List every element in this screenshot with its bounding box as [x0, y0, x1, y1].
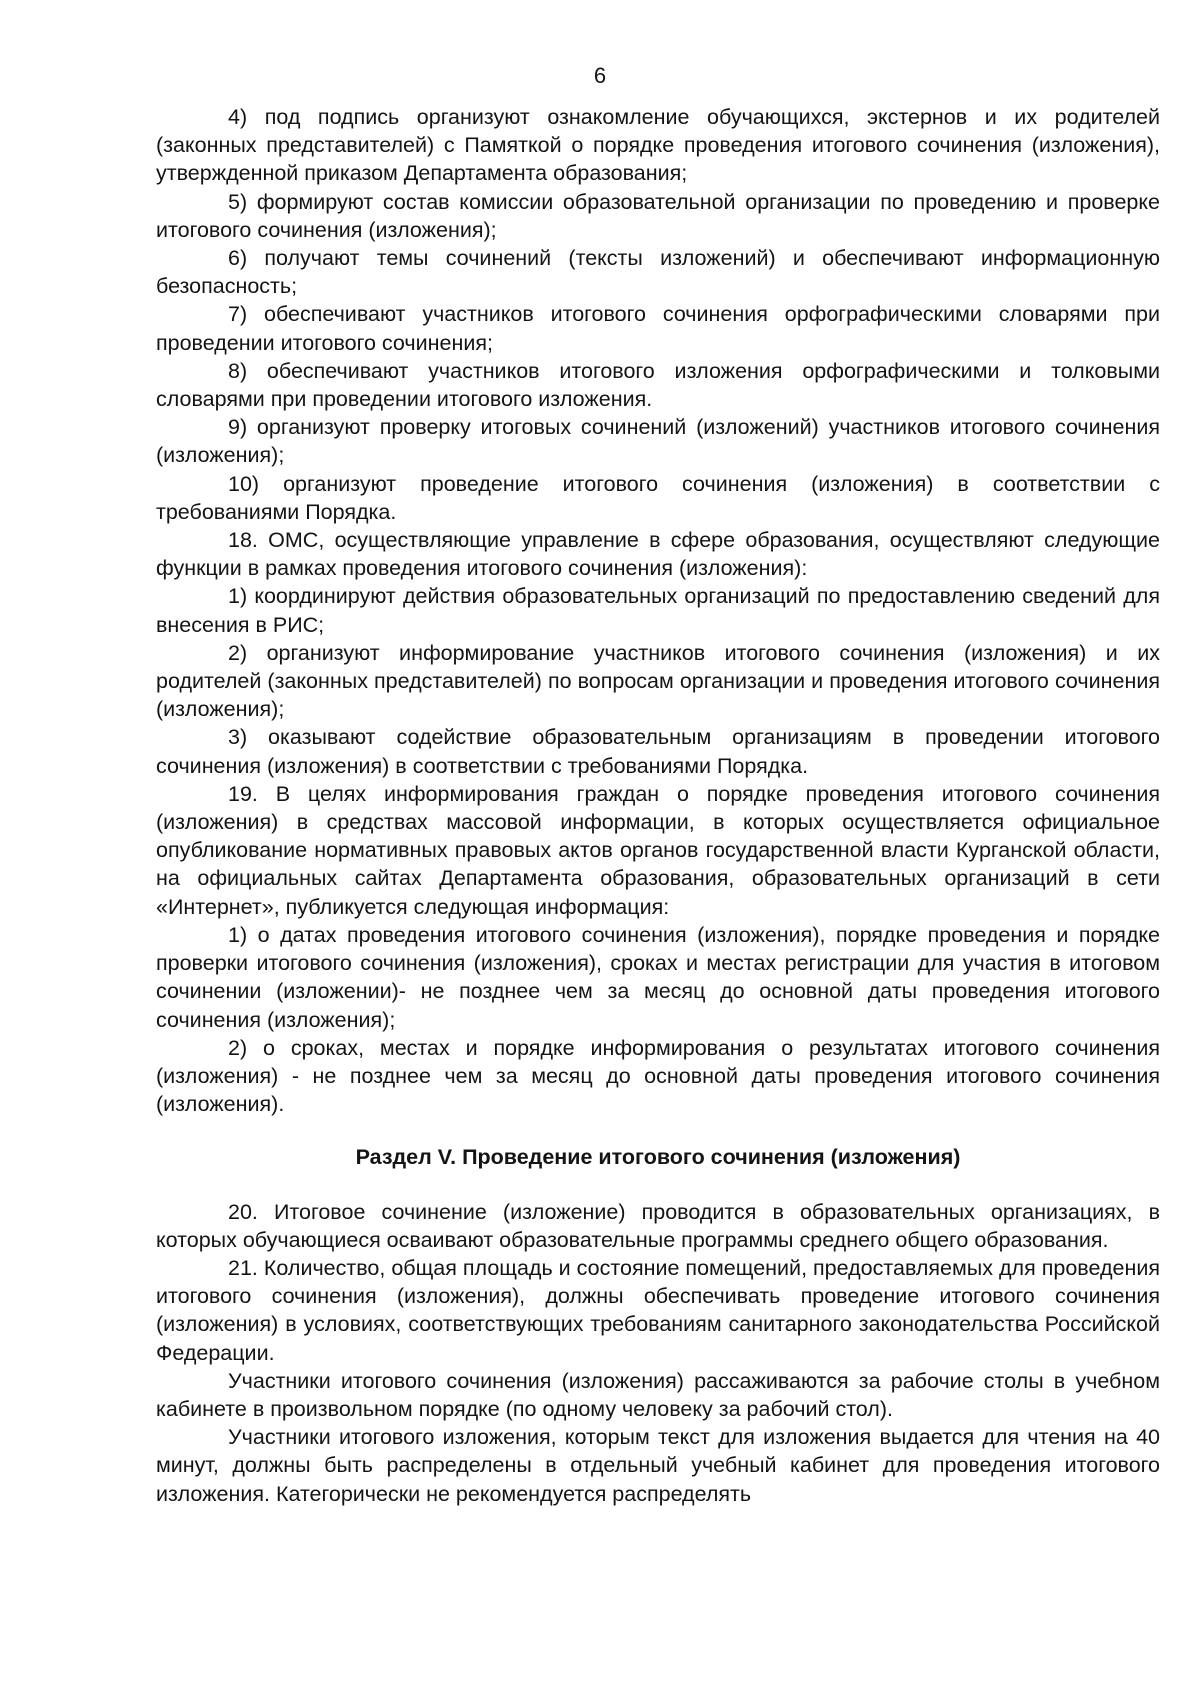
paragraph-item-7: 7) обеспечивают участников итогового сочинения орфографическими словарями при проведении итогового сочинения; — [156, 302, 1160, 355]
paragraph-clause-18-item-1: 1) координируют действия образовательных организаций по предоставлению сведений для внесения в РИС; — [156, 584, 1160, 637]
paragraph-clause-19: 19. В целях информирования граждан о порядке проведения итогового сочинения (изложения) в средствах массовой информации, в которых осуществляется официальное опубликование нормативных правовых актов органов государственной власти Курганской области, на официальных сайтах Департамента образования, образовательных организаций в сети «Интернет», публикуется следующая информация: — [156, 781, 1160, 919]
paragraph-clause-18-item-2: 2) организуют информирование участников итогового сочинения (изложения) и их родителей (законных представителей) по вопросам организации и проведения итогового сочинения (изложения); — [156, 640, 1160, 722]
paragraph-clause-19-item-1: 1) о датах проведения итогового сочинения (изложения), порядке проведения и порядке проверки итогового сочинения (изложения), сроках и местах регистрации для участия в итоговом сочинении (изложении)- не позднее чем за месяц до основной даты проведения итогового сочинения (изложения); — [156, 922, 1160, 1032]
page-number: 6 — [593, 63, 607, 88]
paragraph-exposition-participants: Участники итогового изложения, которым текст для изложения выдается для чтения на 40 минут, должны быть распределены в отдельный учебный кабинет для проведения итогового изложения. Категорически не рекомендуется распределять — [156, 1425, 1160, 1506]
section-heading: Раздел V. Проведение итогового сочинения (изложения) — [355, 1145, 961, 1170]
paragraph-clause-18-item-3: 3) оказывают содействие образовательным организациям в проведении итогового сочинения (изложения) в соответствии с требованиями Порядка. — [156, 725, 1160, 778]
paragraph-seating: Участники итогового сочинения (изложения) рассаживаются за рабочие столы в учебном кабинете в произвольном порядке (по одному человеку за рабочий стол). — [156, 1368, 1160, 1421]
document-body — [156, 103, 1160, 1508]
paragraph-item-5: 5) формируют состав комиссии образовательной организации по проведению и проверке итогового сочинения (изложения); — [156, 189, 1160, 242]
paragraph-item-4: 4) под подпись организуют ознакомление обучающихся, экстернов и их родителей (законных представителей) с Памяткой о порядке проведения итогового сочинения (изложения), утвержденной приказом Департамента образования; — [156, 105, 1160, 186]
paragraph-clause-21: 21. Количество, общая площадь и состояние помещений, предоставляемых для проведения итогового сочинения (изложения), должны обеспечивать проведение итогового сочинения (изложения) в условиях, соответствующих требованиям санитарного законодательства Российской Федерации. — [156, 1255, 1160, 1365]
paragraph-item-8: 8) обеспечивают участников итогового изложения орфографическими и толковыми словарями при проведении итогового изложения. — [156, 358, 1160, 412]
paragraph-item-9: 9) организуют проверку итоговых сочинений (изложений) участников итогового сочинения (изложения); — [156, 415, 1160, 468]
paragraph-item-10: 10) организуют проведение итогового сочинения (изложения) в соответствии с требованиями Порядка. — [156, 471, 1160, 524]
paragraph-item-6: 6) получают темы сочинений (тексты изложений) и обеспечивают информационную безопасность; — [156, 246, 1160, 299]
paragraph-clause-20: 20. Итоговое сочинение (изложение) проводится в образовательных организациях, в которых обучающиеся осваивают образовательные программы среднего общего образования. — [156, 1199, 1160, 1252]
paragraph-clause-19-item-2: 2) о сроках, местах и порядке информирования о результатах итогового сочинения (изложения) - не позднее чем за месяц до основной даты проведения итогового сочинения (изложения). — [156, 1035, 1160, 1117]
paragraph-clause-18: 18. ОМС, осуществляющие управление в сфере образования, осуществляют следующие функции в рамках проведения итогового сочинения (изложения): — [156, 528, 1160, 581]
